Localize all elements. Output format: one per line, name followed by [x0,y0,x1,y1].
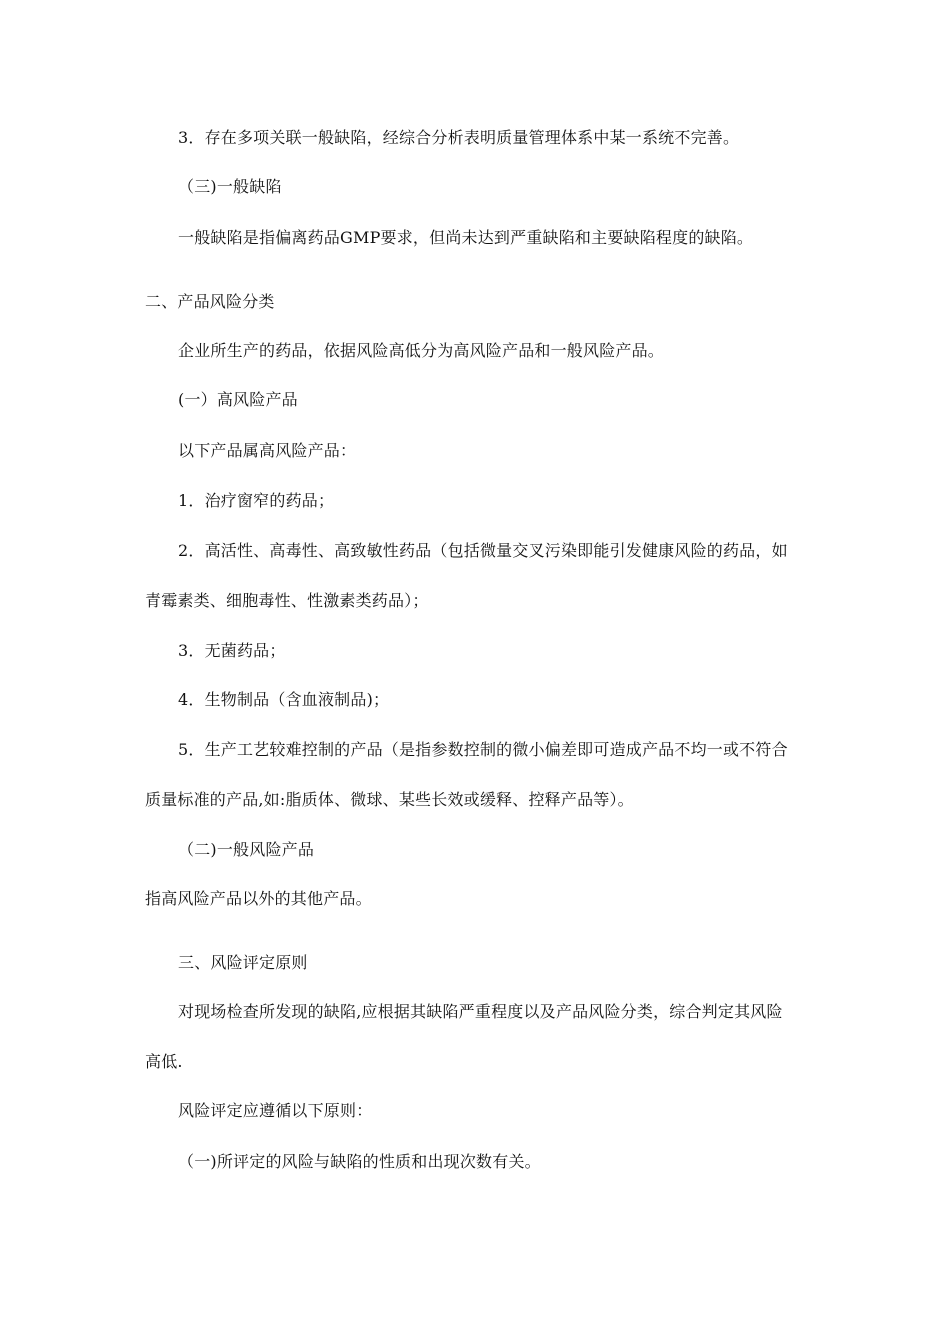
high-risk-item-4: 4．生物制品（含血液制品)； [178,690,390,709]
principle-1: （一)所评定的风险与缺陷的性质和出现次数有关。 [178,1152,541,1171]
product-risk-intro: 企业所生产的药品，依据风险高低分为高风险产品和一般风险产品。 [178,341,665,360]
general-defect-heading: （三)一般缺陷 [178,177,282,196]
risk-assessment-para-cont: 高低. [145,1052,183,1071]
principles-intro: 风险评定应遵循以下原则： [178,1101,373,1120]
defect-item-3: 3．存在多项关联一般缺陷，经综合分析表明质量管理体系中某一系统不完善。 [178,128,740,147]
high-risk-heading: (一）高风险产品 [178,390,298,409]
risk-assessment-para: 对现场检查所发现的缺陷,应根据其缺陷严重程度以及产品风险分类，综合判定其风险 [178,1002,783,1021]
high-risk-intro: 以下产品属高风险产品： [178,441,357,460]
high-risk-item-3: 3．无菌药品； [178,641,286,660]
high-risk-item-5-cont: 质量标准的产品,如:脂质体、微球、某些长效或缓释、控释产品等）。 [145,790,634,809]
high-risk-item-5: 5．生产工艺较难控制的产品（是指参数控制的微小偏差即可造成产品不均一或不符合 [178,740,788,759]
high-risk-item-2-cont: 青霉素类、细胞毒性、性激素类药品）； [145,591,429,610]
general-risk-definition: 指高风险产品以外的其他产品。 [145,889,372,908]
section-3-heading: 三、风险评定原则 [178,953,308,972]
section-2-heading: 二、产品风险分类 [145,292,275,311]
general-risk-heading: （二)一般风险产品 [178,840,315,859]
general-defect-definition: 一般缺陷是指偏离药品GMP要求，但尚未达到严重缺陷和主要缺陷程度的缺陷。 [178,228,754,247]
high-risk-item-1: 1．治疗窗窄的药品； [178,491,335,510]
high-risk-item-2: 2．高活性、高毒性、高致敏性药品（包括微量交叉污染即能引发健康风险的药品，如 [178,541,788,560]
